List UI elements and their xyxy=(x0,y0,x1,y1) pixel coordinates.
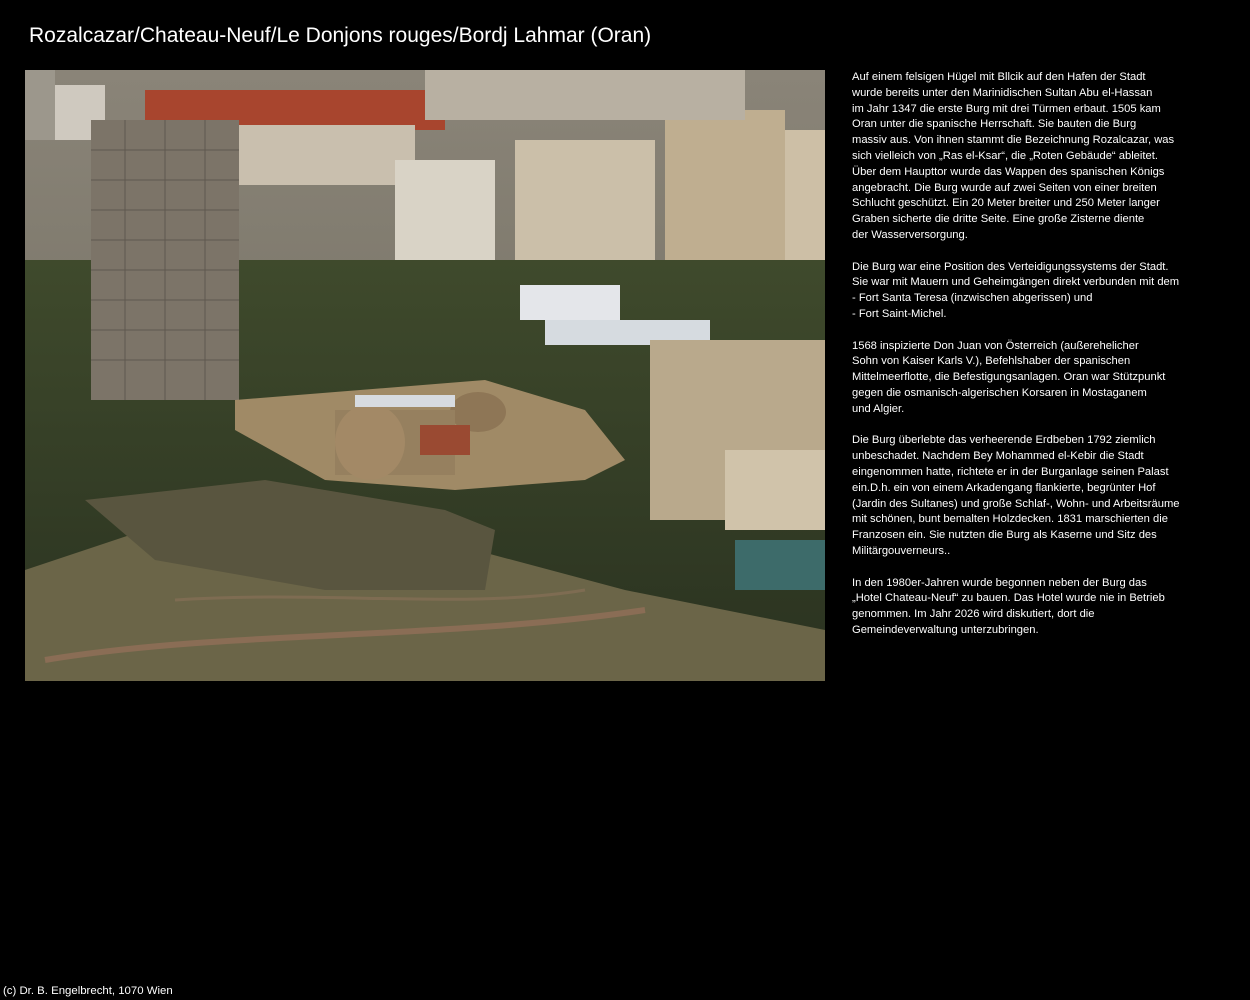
page-title: Rozalcazar/Chateau-Neuf/Le Donjons rouges/Bordj Lahmar (Oran) xyxy=(29,24,652,47)
paragraph: In den 1980er-Jahren wurde begonnen neben der Burg das „Hotel Chateau-Neuf“ zu bauen. Das Hotel wurde nie in Betrieb genommen. Im Jahr 2026 wird diskutiert, dort die Gemeindeverwaltung unterzubringen. xyxy=(852,576,1165,636)
copyright-notice: (c) Dr. B. Engelbrecht, 1070 Wien xyxy=(3,985,173,997)
paragraph: Die Burg war eine Position des Verteidigungssystems der Stadt. Sie war mit Mauern und Geheimgängen direkt verbunden mit dem - Fort Santa Teresa (inzwischen abgerissen) und - Fort Saint-Michel. xyxy=(852,260,1180,320)
description-text xyxy=(852,70,1227,654)
paragraph: Die Burg überlebte das verheerende Erdbeben 1792 ziemlich unbeschadet. Nachdem Bey Mohammed el-Kebir die Stadt eingenommen hatte, richtete er in der Burganlage seinen Palast ein.D.h. ein von einem Arkadengang flankierte, begrünter Hof (Jardin des Sultanes) und große Schlaf-, Wohn- und Arbeitsräume mit schönen, bunt bemalten Holzdecken. 1831 marschierten die Franzosen ein. Sie nutzten die Burg als Kaserne und Sitz des Militärgouverneurs.. xyxy=(852,434,1180,557)
paragraph: 1568 inspizierte Don Juan von Österreich (außerehelicher Sohn von Kaiser Karls V.), Befehlshaber der spanischen Mittelmeerflotte, die Befestigungsanlagen. Oran war Stützpunkt gegen die osmanisch-algerischen Korsaren in Mostaganem und Algier. xyxy=(852,339,1166,415)
paragraph: Auf einem felsigen Hügel mit Bllcik auf den Hafen der Stadt wurde bereits unter den Marinidischen Sultan Abu el-Hassan im Jahr 1347 die erste Burg mit drei Türmen erbaut. 1505 kam Oran unter die spanische Herrschaft. Sie bauten die Burg massiv aus. Von ihnen stammt die Bezeichnung Rozalcazar, was sich vielleich von „Ras el-Ksar“, die „Roten Gebäude“ ableitet. Über dem Haupttor wurde das Wappen des spanischen Königs angebracht. Die Burg wurde auf zwei Seiten von einer breiten Schlucht geschützt. Ein 20 Meter breiter und 250 Meter langer Graben sicherte die dritte Seite. Eine große Zisterne diente der Wasserversorgung. xyxy=(852,71,1175,241)
castle-aerial-photo xyxy=(25,70,825,681)
